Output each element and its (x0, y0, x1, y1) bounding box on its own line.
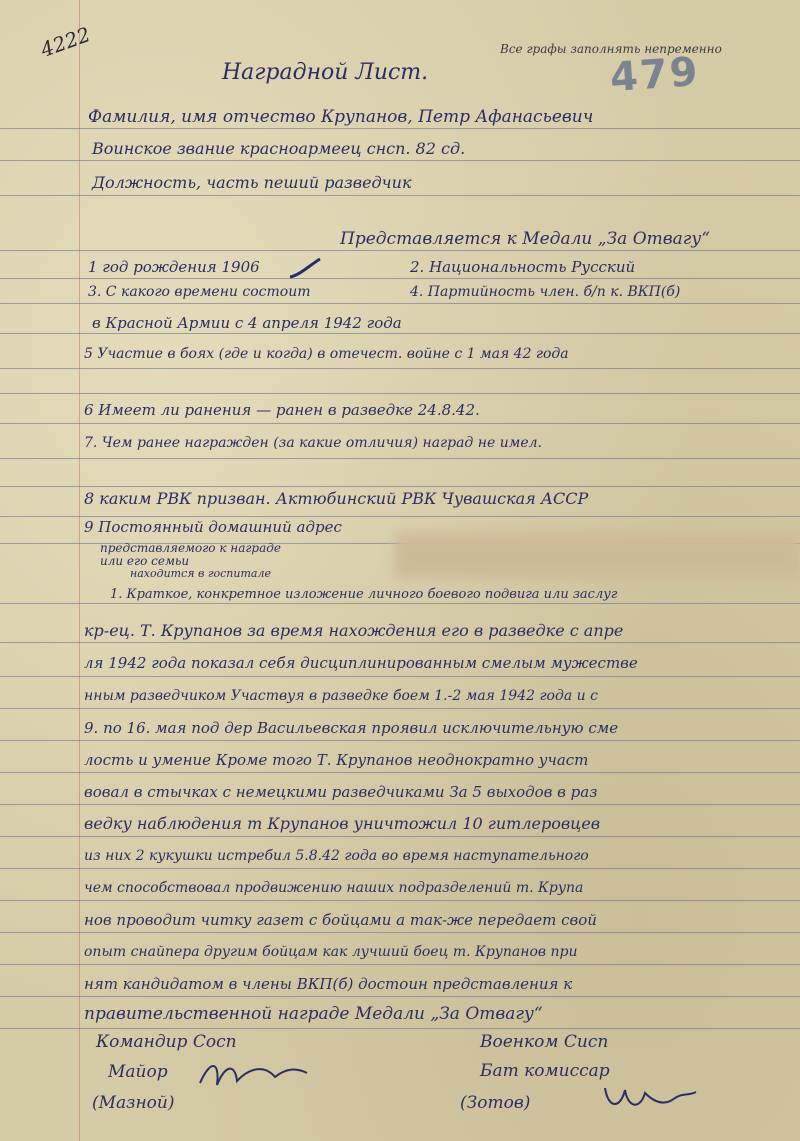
narrative-line: нов проводит читку газет с бойцами а так-же передает свой (84, 911, 597, 929)
ruled-line (0, 368, 800, 369)
narrative-line: нят кандидатом в члены ВКП(б) достоин представления к (84, 975, 573, 993)
party-field: 4. Партийность член. б/п к. ВКП(б) (410, 284, 681, 300)
ruled-line (0, 868, 800, 869)
ruled-line (0, 250, 800, 251)
draft-office-field: 8 каким РВК призван. Актюбинский РВК Чувашская АССР (84, 489, 589, 508)
rank-line: Воинское звание красноармеец снсп. 82 сд. (92, 139, 466, 158)
narrative-line: ведку наблюдения т Крупанов уничтожил 10 гитлеровцев (84, 814, 601, 833)
ruled-line (0, 996, 800, 997)
ruled-line (0, 486, 800, 487)
ruled-line (0, 932, 800, 933)
previous-awards-field: 7. Чем ранее награжден (за какие отличия) наград не имел. (84, 435, 542, 451)
narrative-line: ля 1942 года показал себя дисциплинированным смелым мужестве (84, 654, 638, 672)
narrative-line: нным разведчиком Участвуя в разведке боем 1.-2 мая 1942 года и с (84, 688, 598, 704)
nationality-field: 2. Национальность Русский (410, 258, 636, 276)
pen-stroke-mark (285, 255, 325, 285)
address-note-2: или его семьи (100, 554, 190, 568)
ruled-line (0, 740, 800, 741)
narrative-line: вовал в стычках с немецкими разведчиками За 5 выходов в раз (84, 783, 598, 801)
ruled-line (0, 708, 800, 709)
address-note-3: находится в госпитале (130, 567, 271, 580)
commissar-title: Военком Сисп (480, 1032, 609, 1052)
ruled-line (0, 804, 800, 805)
commander-signature (195, 1055, 315, 1095)
ruled-line (0, 195, 800, 196)
address-field: 9 Постоянный домашний адрес (84, 518, 342, 536)
redacted-address-area (395, 533, 800, 578)
narrative-line: лость и умение Кроме того Т. Крупанов неоднократно участ (84, 751, 589, 769)
commander-name: (Мазной) (92, 1093, 175, 1113)
ruled-line (0, 642, 800, 643)
archive-stamp-number: 479 (608, 48, 701, 102)
corner-number: 4222 (37, 22, 94, 62)
ruled-line (0, 900, 800, 901)
commissar-name: (Зотов) (460, 1093, 531, 1113)
ruled-line (0, 303, 800, 304)
narrative-line: кр-ец. Т. Крупанов за время нахождения его в разведке с апре (84, 621, 624, 640)
fill-all-note: Все графы заполнять непременно (500, 42, 722, 56)
service-since-field: 3. С какого времени состоит (88, 284, 311, 300)
narrative-line: правительственной награде Медали „За Отвагу“ (84, 1004, 543, 1024)
wounds-field: 6 Имеет ли ранения — ранен в разведке 24.8.42. (84, 401, 480, 419)
narrative-line: опыт снайпера другим бойцам как лучший боец т. Крупанов при (84, 944, 578, 960)
ruled-line (0, 393, 800, 394)
ruled-line (0, 333, 800, 334)
ruled-line (0, 772, 800, 773)
award-presentation-line: Представляется к Медали „За Отвагу“ (340, 229, 710, 249)
address-note-1: представляемого к награде (100, 541, 281, 555)
position-line: Должность, часть пеший разведчик (92, 173, 412, 192)
ruled-line (0, 676, 800, 677)
narrative-line: из них 2 кукушки истребил 5.8.42 года во время наступательного (84, 848, 589, 864)
commander-rank: Майор (108, 1062, 168, 1082)
ruled-line (0, 423, 800, 424)
red-army-field: в Красной Армии с 4 апреля 1942 года (92, 314, 402, 332)
ruled-line (0, 836, 800, 837)
ruled-line (0, 160, 800, 161)
ruled-line (0, 1028, 800, 1029)
ruled-line (0, 516, 800, 517)
name-line: Фамилия, имя отчество Крупанов, Петр Афанасьевич (88, 107, 594, 127)
narrative-line: чем способствовал продвижению наших подразделений т. Крупа (84, 880, 584, 896)
ruled-line (0, 964, 800, 965)
margin-line (79, 0, 80, 1141)
commissar-subtitle: Бат комиссар (480, 1061, 610, 1081)
narrative-line: 1. Краткое, конкретное изложение личного боевого подвига или заслуг (110, 587, 618, 602)
commissar-signature (600, 1078, 700, 1118)
ruled-line (0, 458, 800, 459)
narrative-line: 9. по 16. мая под дер Васильевская проявил исключительную сме (84, 719, 619, 737)
ruled-line (0, 278, 800, 279)
battles-field: 5 Участие в боях (где и когда) в отечест. войне с 1 мая 42 года (84, 346, 569, 362)
commander-title: Командир Сосп (96, 1032, 237, 1052)
birth-year-field: 1 год рождения 1906 (88, 258, 260, 276)
document-title: Наградной Лист. (222, 60, 429, 85)
ruled-line (0, 128, 800, 129)
